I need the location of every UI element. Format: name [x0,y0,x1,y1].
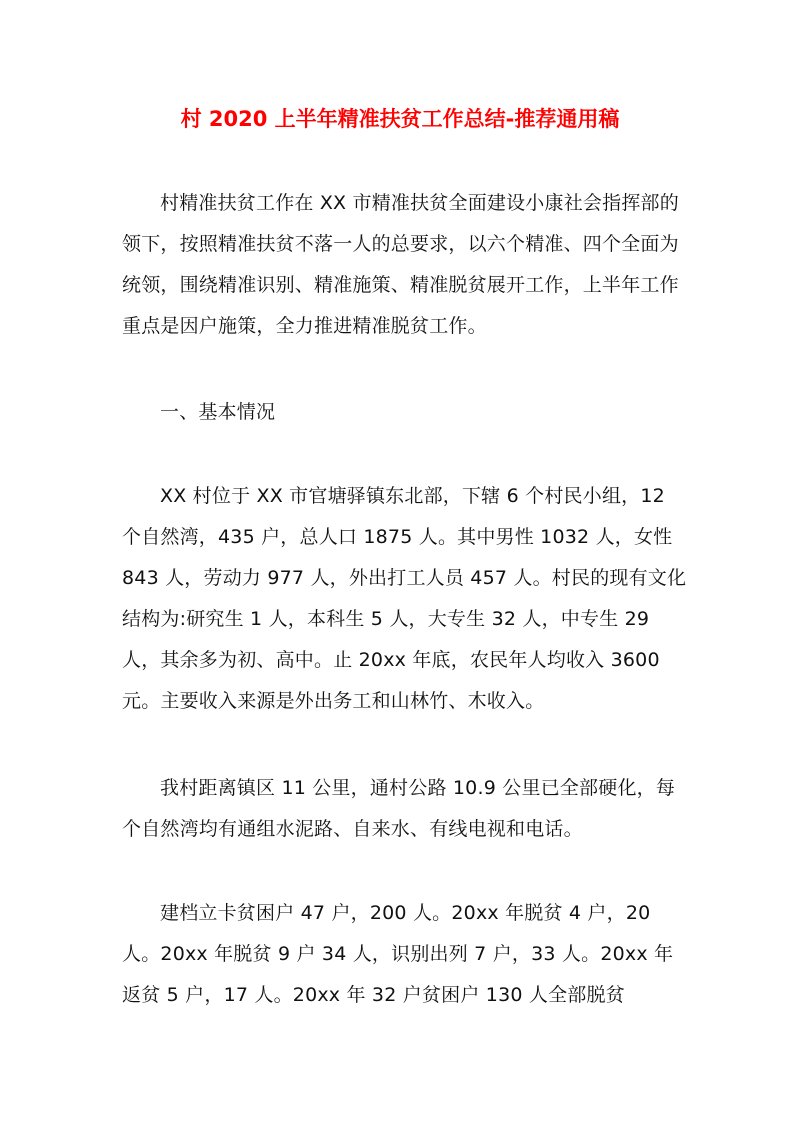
section-heading-basic-situation: 一、基本情况 [160,401,276,423]
document-title: 村 2020 上半年精准扶贫工作总结-推荐通用稿 [180,107,620,131]
intro-paragraph: 村精准扶贫工作在 XX 市精准扶贫全面建设小康社会指挥部的领下，按照精准扶贫不落一人的总要求，以六个精准、四个全面为统领，围绕精准识别、精准施策、精准脱贫展开工作，上半年工作重点是因户施策，全力推进精准脱贫工作。 [122,192,679,337]
infrastructure-paragraph: 我村距离镇区 11 公里，通村公路 10.9 公里已全部硬化，每个自然湾均有通组水泥路、自来水、有线电视和电话。 [122,777,676,840]
village-overview-paragraph: XX 村位于 XX 市官塘驿镇东北部，下辖 6 个村民小组，12 个自然湾，435 户，总人口 1875 人。其中男性 1032 人，女性 843 人，劳动力 977 人，外出打工人员 457 人。村民的现有文化结构为:研究生 1 人，本科生 5 人，大专生 32 人，中专生 29 人，其余多为初、高中。止 20xx 年底，农民年人均收入 3600 元。主要收入来源是外出务工和山林竹、木收入。 [122,485,687,712]
poverty-statistics-paragraph: 建档立卡贫困户 47 户，200 人。20xx 年脱贫 4 户，20 人。20xx 年脱贫 9 户 34 人，识别出列 7 户，33 人。20xx 年返贫 5 户，17 人。20xx 年 32 户贫困户 130 人全部脱贫 [122,902,674,1006]
